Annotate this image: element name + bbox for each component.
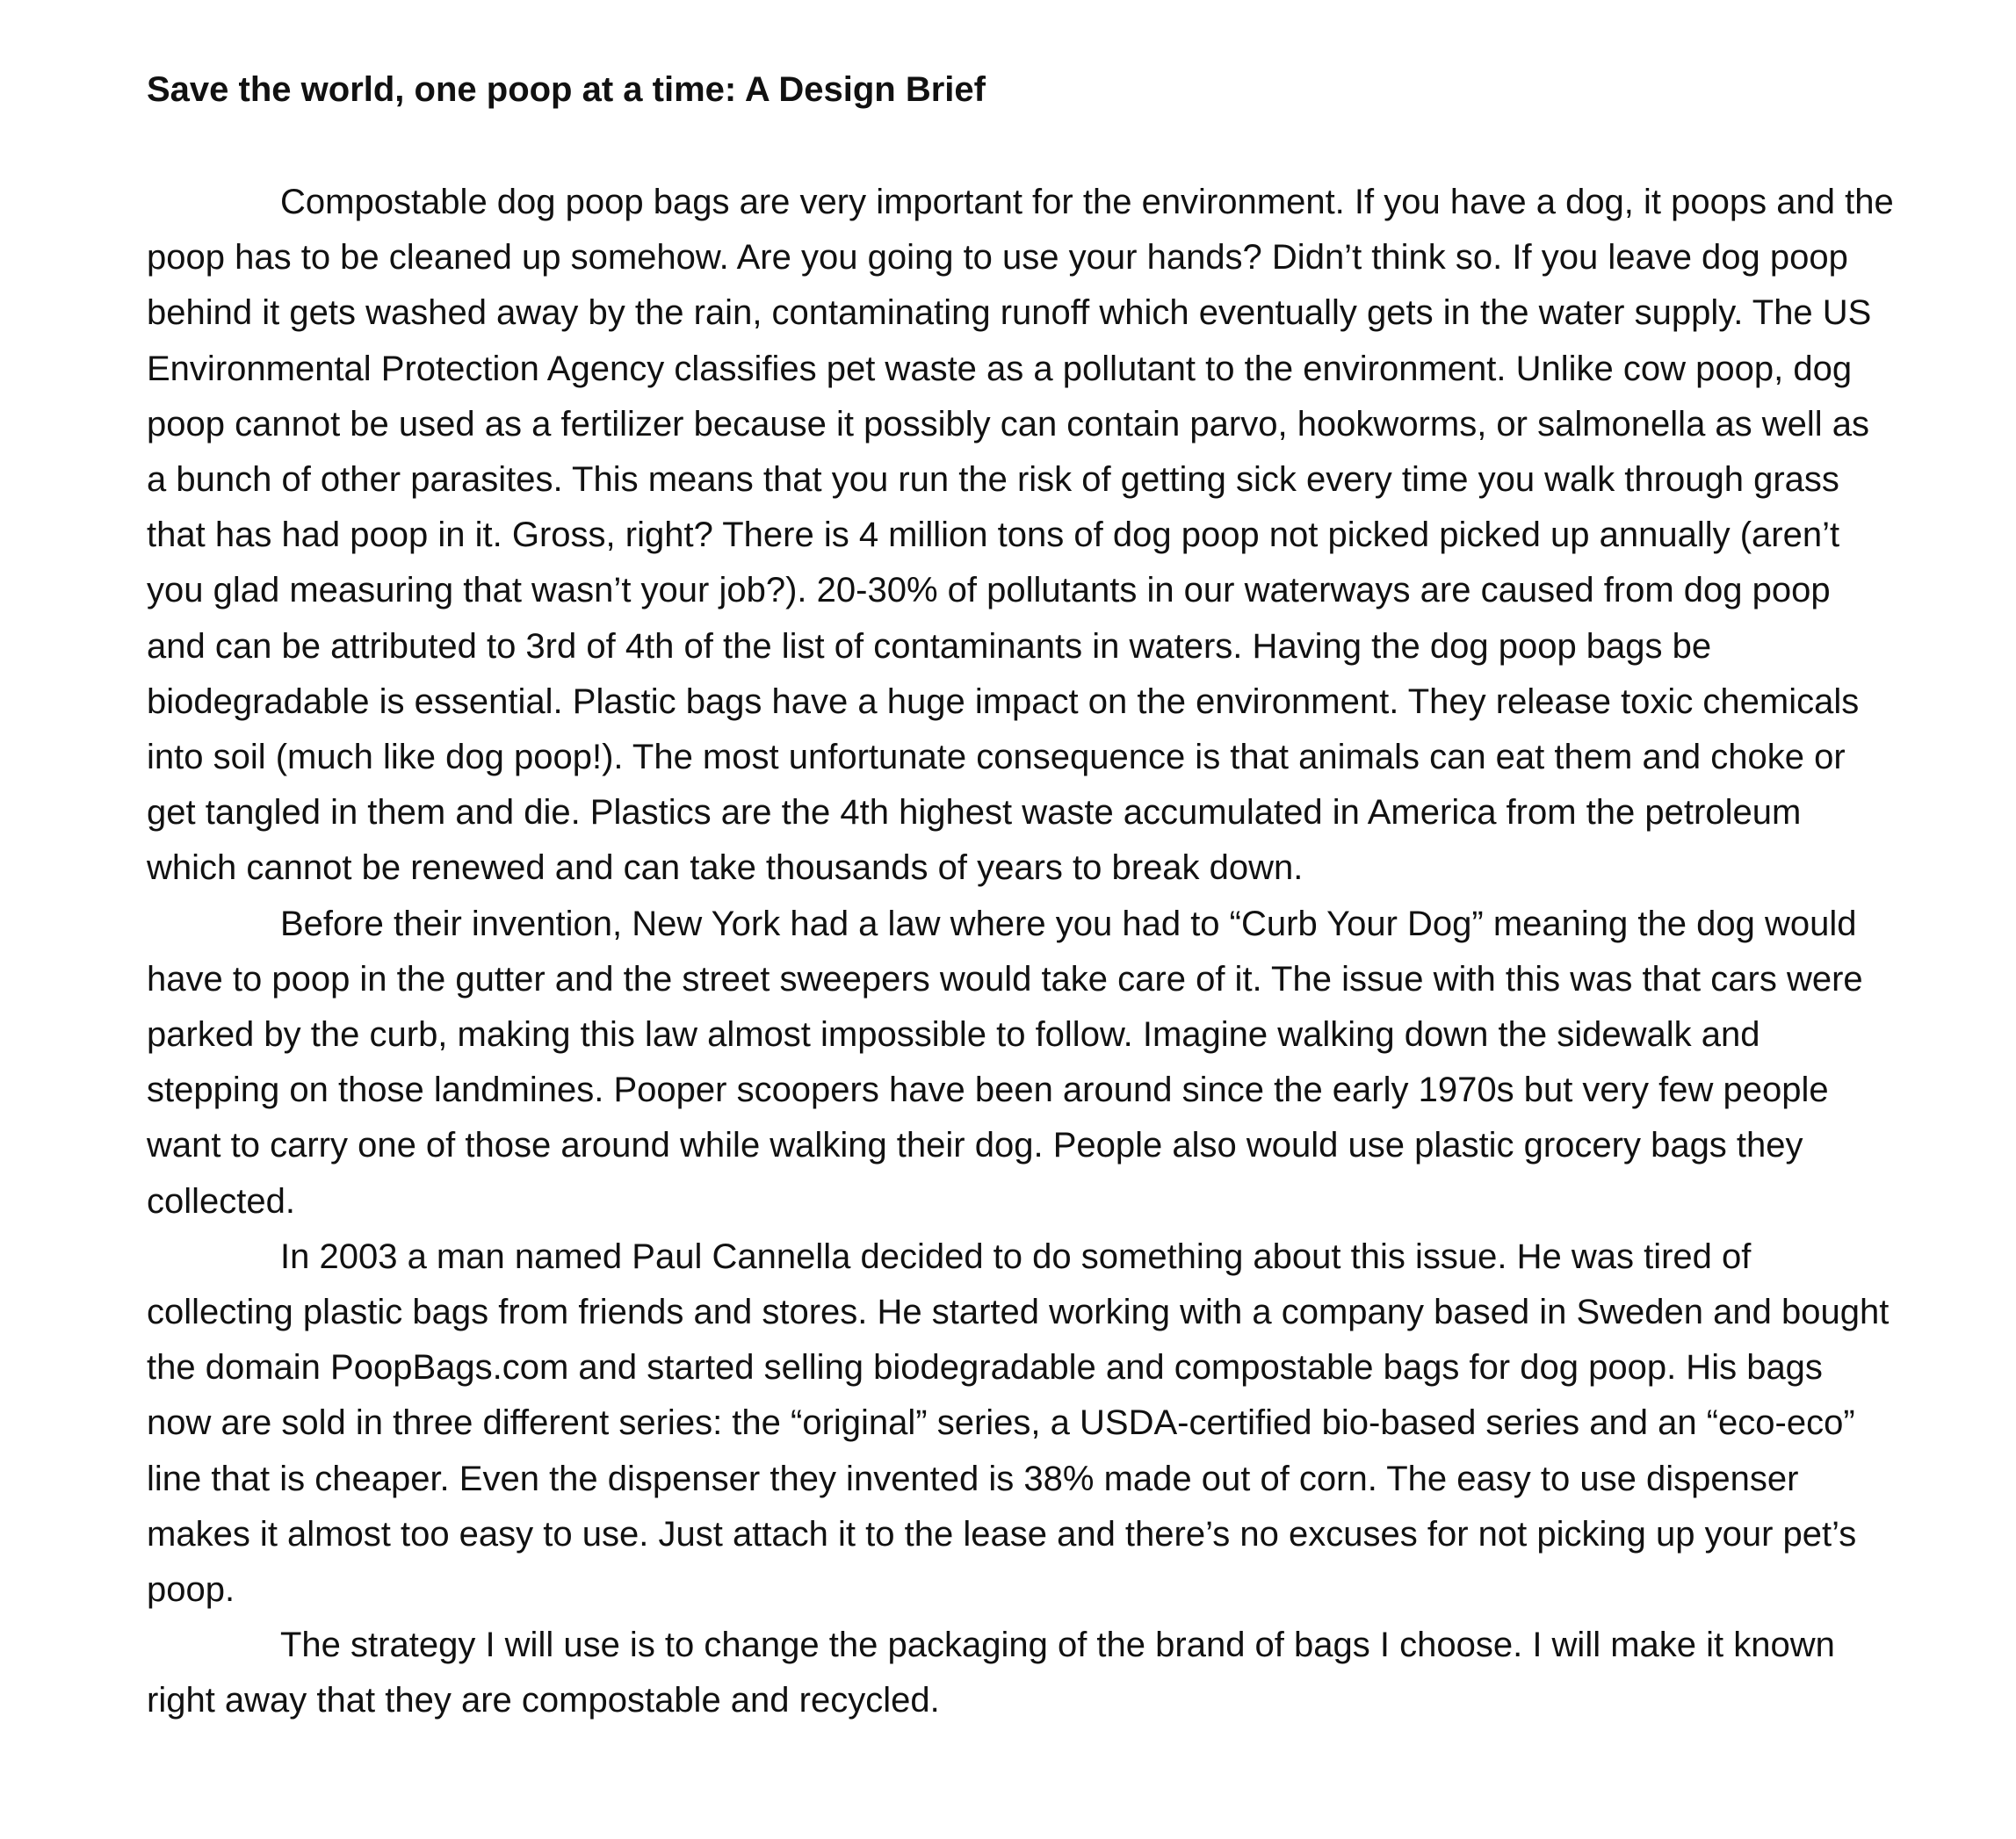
document-page bbox=[147, 54, 1895, 1729]
document-title: Save the world, one poop at a time: A Design Brief bbox=[147, 70, 986, 109]
paragraph-1: Compostable dog poop bags are very important for the environment. If you have a dog, it poops and the poop has to be cleaned up somehow. Are you going to use your hands? Didn’t think so. If you leave dog poop behind it gets washed away by the rain, contaminating runoff which eventually gets in the water supply. The US Environmental Protection Agency classifies pet waste as a pollutant to the environment. Unlike cow poop, dog poop cannot be used as a fertilizer because it possibly can contain parvo, hookworms, or salmonella as well as a bunch of other parasites. This means that you run the risk of getting sick every time you walk through grass that has had poop in it. Gross, right? There is 4 million tons of dog poop not picked picked up annually (aren’t you glad measuring that wasn’t your job?). 20-30% of pollutants in our waterways are caused from dog poop and can be attributed to 3rd of 4th of the list of contaminants in waters. Having the dog poop bags be biodegradable is essential. Plastic bags have a huge impact on the environment. They release toxic chemicals into soil (much like dog poop!). The most unfortunate consequence is that animals can eat them and choke or get tangled in them and die. Plastics are the 4th highest waste accumulated in America from the petroleum which cannot be renewed and can take thousands of years to break down. bbox=[147, 183, 1894, 888]
paragraph-3: In 2003 a man named Paul Cannella decided to do something about this issue. He was tired of collecting plastic bags from friends and stores. He started working with a company based in Sweden and bought the domain PoopBags.com and started selling biodegradable and compostable bags for dog poop. His bags now are sold in three different series: the “original” series, a USDA-certified bio-based series and an “eco-eco” line that is cheaper. Even the dispenser they invented is 38% made out of corn. The easy to use dispenser makes it almost too easy to use. Just attach it to the lease and there’s no excuses for not picking up your pet’s poop. bbox=[147, 1237, 1890, 1610]
paragraph-2: Before their invention, New York had a law where you had to “Curb Your Dog” meaning the dog would have to poop in the gutter and the street sweepers would take care of it. The issue with this was that cars were parked by the curb, making this law almost impossible to follow. Imagine walking down the sidewalk and stepping on those landmines. Pooper scoopers have been around since the early 1970s but very few people want to carry one of those around while walking their dog. People also would use plastic grocery bags they collected. bbox=[147, 904, 1863, 1221]
paragraph-4: The strategy I will use is to change the packaging of the brand of bags I choose. I will make it known right away that they are compostable and recycled. bbox=[147, 1626, 1835, 1720]
